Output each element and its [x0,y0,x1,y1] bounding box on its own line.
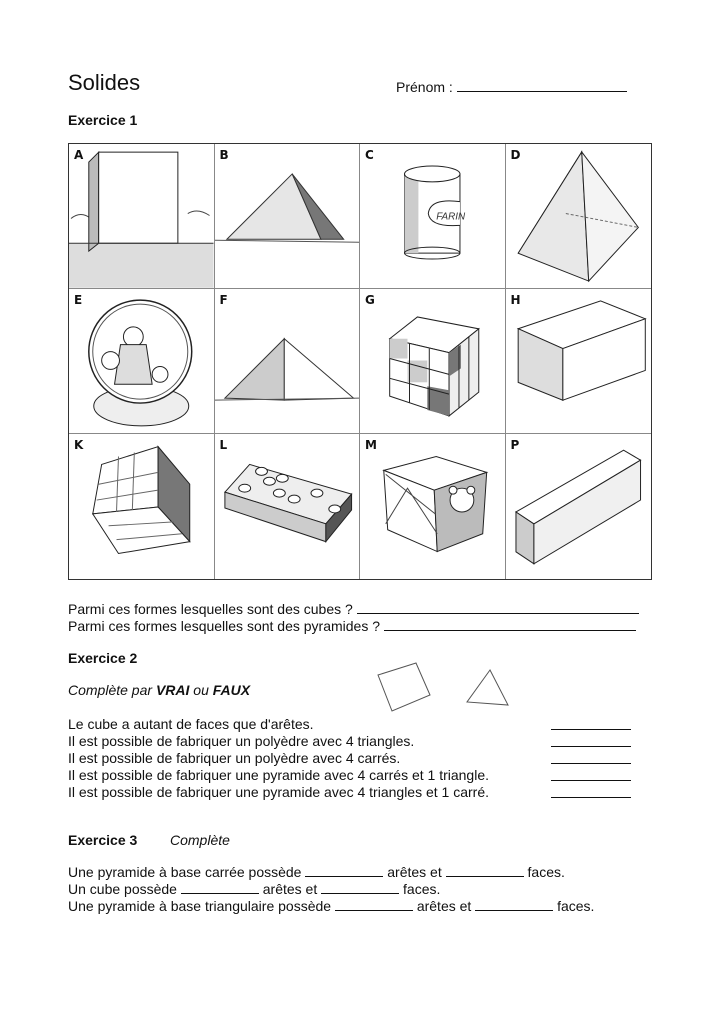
line-text: faces. [553,898,595,914]
answer-blank[interactable] [305,863,383,877]
line-text: Une pyramide à base carrée possède [68,864,306,880]
cell-m [360,434,506,579]
statement: Il est possible de fabriquer une pyramide avec 4 carrés et 1 triangle. [68,767,490,783]
cell-label: L [219,438,228,452]
line-text: faces. [399,881,441,897]
exercise3-line [68,897,594,914]
cell-label: G [365,293,375,307]
glass-pyramid-icon [215,144,360,288]
faux-word: FAUX [212,682,251,698]
cell-l [215,434,361,579]
cell-label: E [74,293,83,307]
egyptian-pyramid-icon [215,289,360,433]
exercise1-heading: Exercice 1 [68,112,138,128]
answer-blank[interactable] [551,746,631,747]
question-cubes [68,600,639,617]
cell-c [360,144,506,289]
question-text: Parmi ces formes lesquelles sont des cubes ? [68,601,353,617]
gift-cube-icon [360,434,505,579]
question-text: Parmi ces formes lesquelles sont des pyramides ? [68,618,381,634]
rubik-cube-icon [360,289,505,433]
ou-word: ou [189,682,213,698]
answer-blank[interactable] [335,897,413,911]
cell-label: B [219,148,229,162]
exercise2-instruction [68,682,250,699]
cube-building-icon [69,144,214,288]
cell-f [215,289,361,434]
flour-can-icon [360,144,505,288]
answer-blank[interactable] [181,880,259,894]
pyramid-icon [506,144,652,288]
cell-h [506,289,652,434]
box-icon [506,289,652,433]
answer-blank[interactable] [357,600,639,614]
cell-label: K [74,438,84,452]
exercise3-line [68,863,565,880]
line-text: Une pyramide à base triangulaire possède [68,898,335,914]
line-text: Un cube possède [68,881,181,897]
cell-label: F [219,293,228,307]
statement: Il est possible de fabriquer une pyramide avec 4 triangles et 1 carré. [68,784,490,800]
line-text: faces. [523,864,565,880]
question-pyramids [68,617,636,634]
cell-k [69,434,215,579]
prenom-field [396,78,627,95]
cell-label: H [510,293,521,307]
snow-globe-icon [69,289,214,433]
exercise2-heading: Exercice 2 [68,650,138,666]
page-title: Solides [68,70,141,95]
answer-blank[interactable] [446,863,524,877]
cell-e [69,289,215,434]
instruction-text: Complète par [68,682,156,698]
solids-grid [68,143,652,580]
square-triangle-sketch-icon [370,655,520,725]
answer-blank[interactable] [551,797,631,798]
cell-a [69,144,215,289]
answer-blank[interactable] [551,780,631,781]
cell-b [215,144,361,289]
cell-p [506,434,652,579]
exercise3-subheading: Complète [170,832,230,848]
lego-brick-icon [215,434,360,579]
statement: Il est possible de fabriquer un polyèdre avec 4 carrés. [68,750,401,766]
statement: Le cube a autant de faces que d'arêtes. [68,716,314,732]
prenom-blank[interactable] [457,78,627,92]
cell-label: D [510,148,521,162]
line-text: arêtes et [383,864,446,880]
statement: Il est possible de fabriquer un polyèdre avec 4 triangles. [68,733,415,749]
prenom-label: Prénom : [396,79,457,95]
cell-label: P [510,438,520,452]
line-text: arêtes et [258,881,322,897]
answer-blank[interactable] [551,763,631,764]
long-prism-icon [506,434,652,579]
answer-blank[interactable] [384,617,636,631]
vrai-word: VRAI [155,682,190,698]
can-label: FARIN [436,211,466,223]
cell-label: C [365,148,374,162]
cell-label: A [74,148,84,162]
answer-blank[interactable] [321,880,399,894]
exercise3-line [68,880,440,897]
line-text: arêtes et [412,898,476,914]
cell-label: M [365,438,377,452]
cube-tiles-icon [69,434,214,579]
cell-g [360,289,506,434]
exercise3-heading: Exercice 3 [68,832,138,848]
answer-blank[interactable] [551,729,631,730]
answer-blank[interactable] [475,897,553,911]
cell-d [506,144,652,289]
